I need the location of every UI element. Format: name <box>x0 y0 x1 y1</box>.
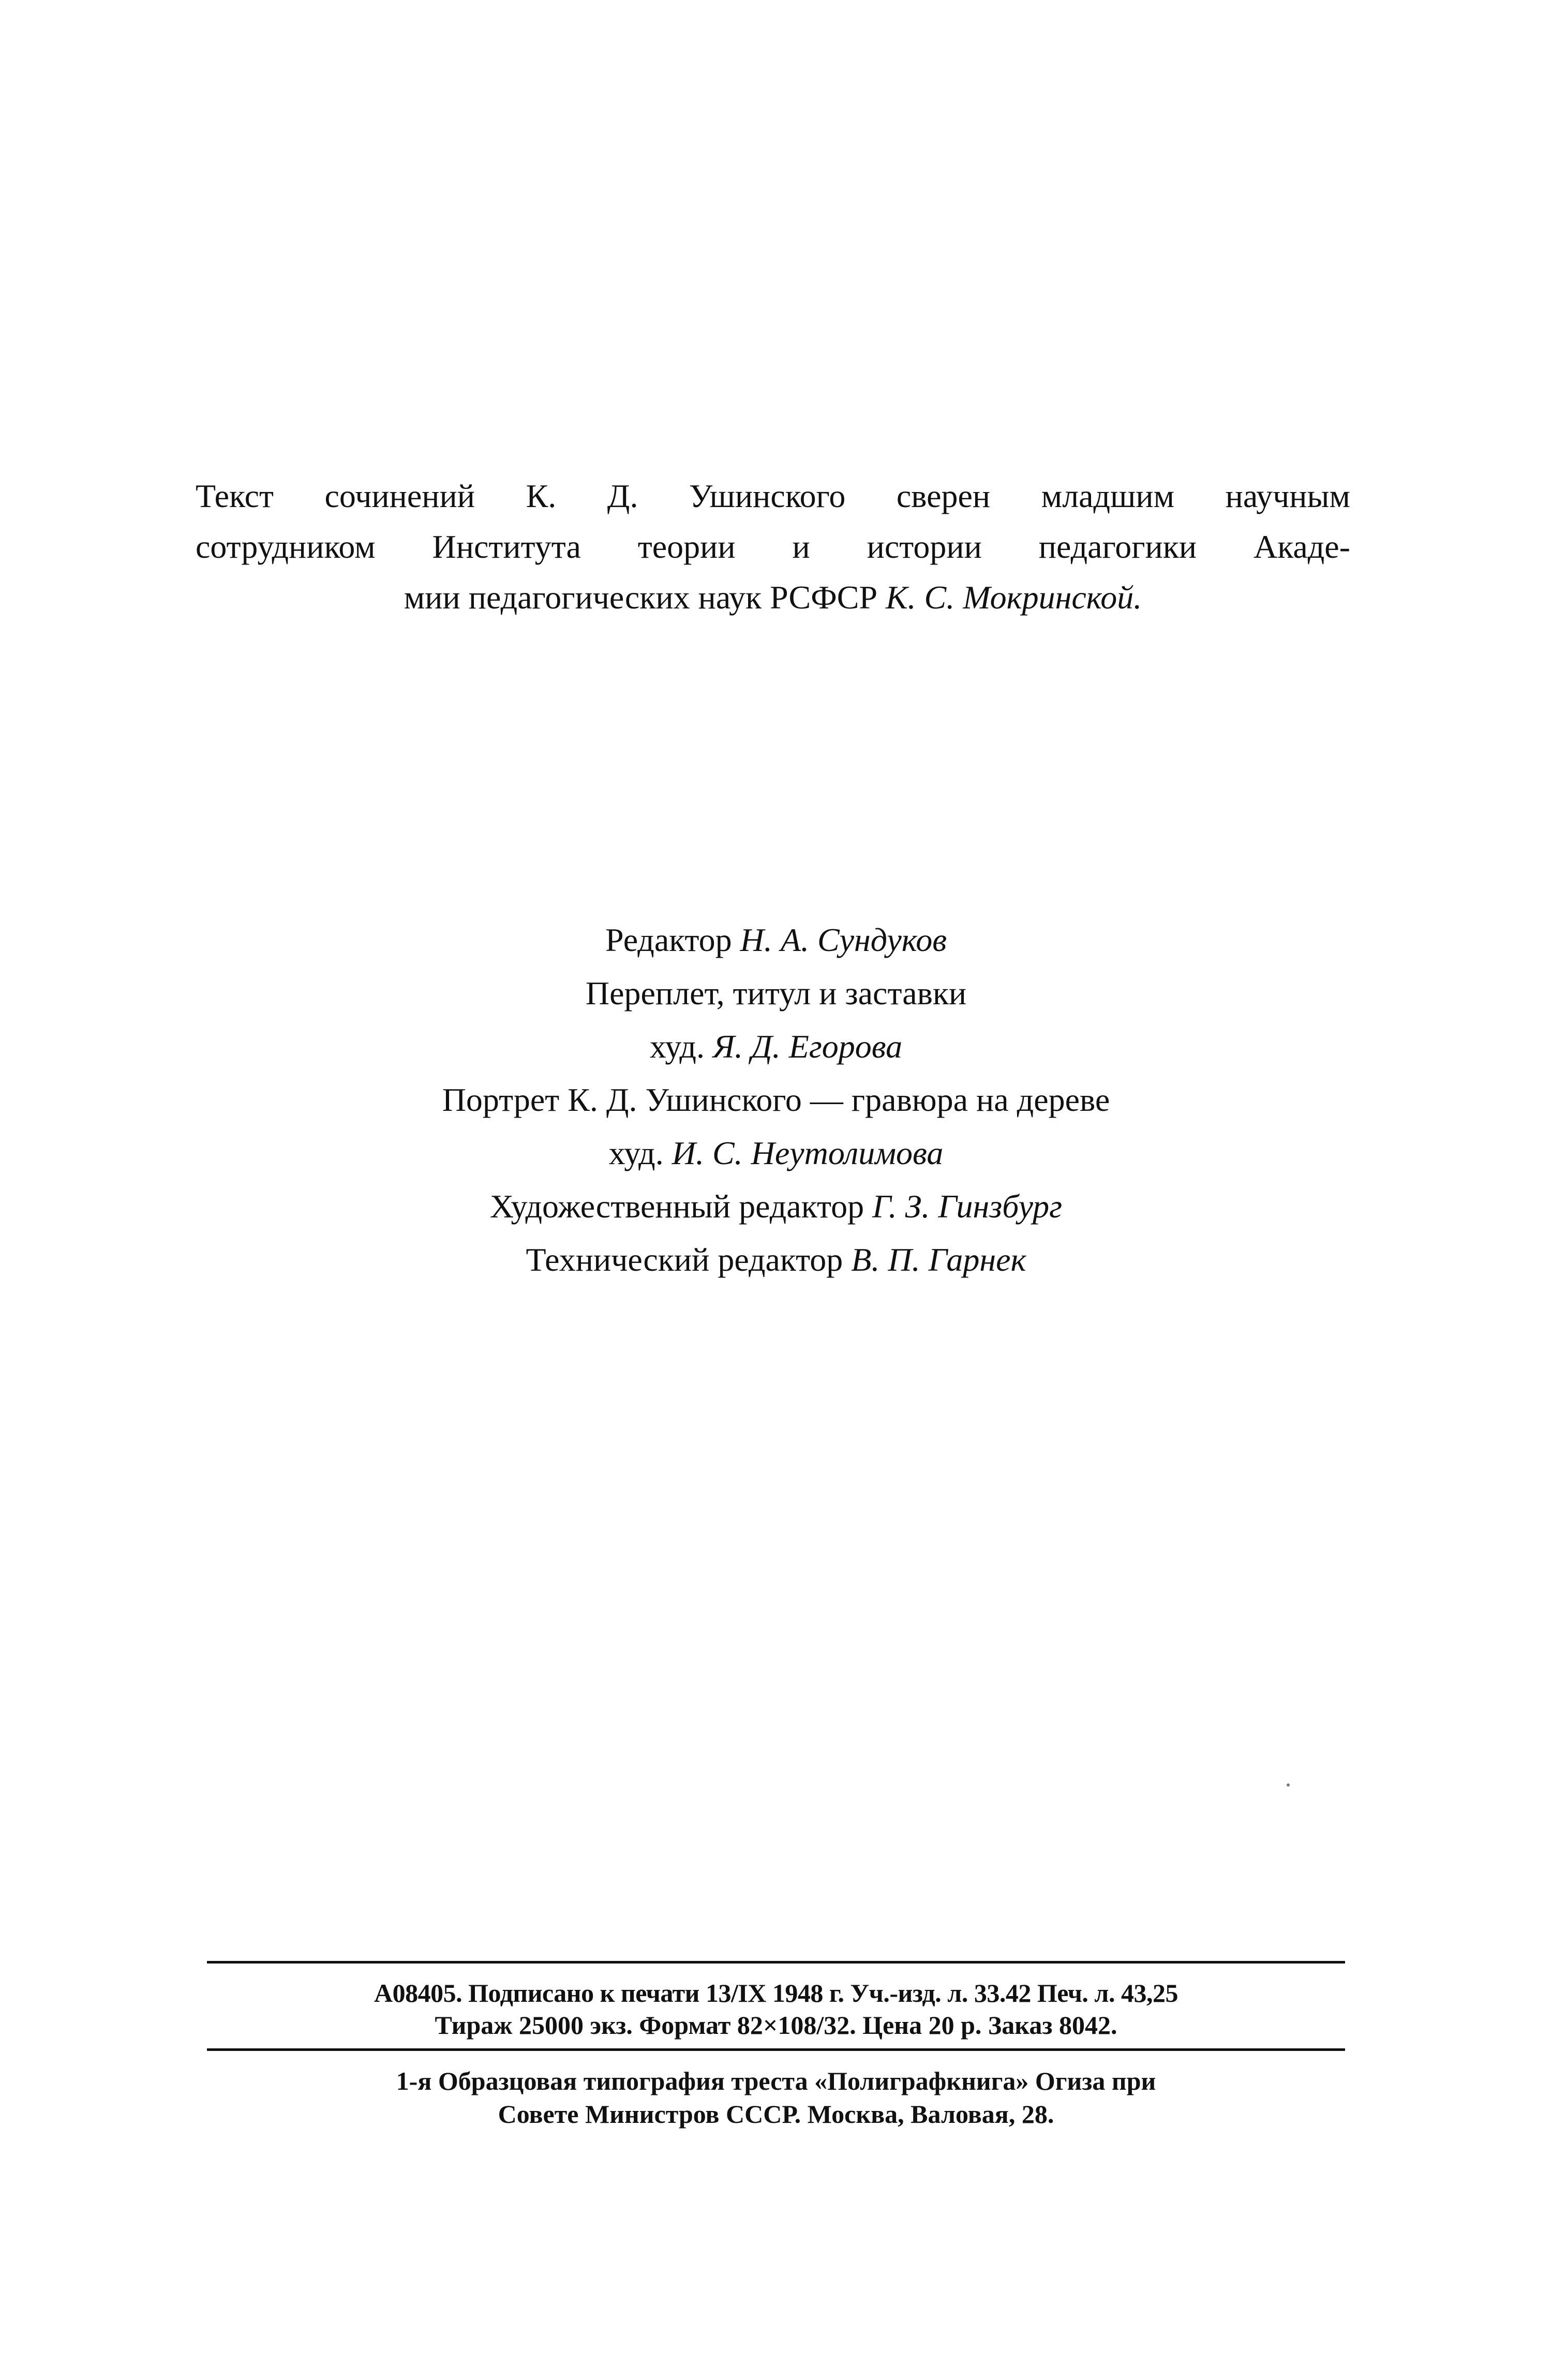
imprint-rule-middle <box>207 2048 1345 2051</box>
stray-dot <box>1287 1783 1290 1787</box>
imprint-block <box>207 1961 1345 2131</box>
credit-art-editor-name: Г. З. Гинзбург <box>872 1188 1063 1225</box>
credit-editor-label: Редактор <box>605 921 740 958</box>
credit-binding: Переплет, титул и заставки <box>585 975 967 1012</box>
note-line-1: Текст сочинений К. Д. Ушинского сверен младшим научным <box>196 478 1350 514</box>
credit-art-editor <box>0 1180 1552 1233</box>
credit-tech-editor-label: Технический редактор <box>526 1241 852 1278</box>
note-line-2: сотрудником Института теории и истории педагогики Акаде- <box>196 528 1350 565</box>
credit-artist-2-name: И. С. Неутолимова <box>671 1135 944 1171</box>
credit-artist-1-name: Я. Д. Егорова <box>712 1028 903 1065</box>
credit-tech-editor <box>0 1233 1552 1286</box>
imprint-printer-line-2: Совете Министров СССР. Москва, Валовая, 28. <box>498 2100 1054 2129</box>
imprint-publication-line-2: Тираж 25000 экз. Формат 82×108/32. Цена 20 р. Заказ 8042. <box>435 2011 1117 2040</box>
credit-art-editor-label: Художественный редактор <box>489 1188 873 1225</box>
credit-artist-2-label: худ. <box>608 1135 672 1171</box>
note-line-3-text: мии педагогических наук РСФСР <box>404 579 886 616</box>
note-line-3 <box>196 572 1350 623</box>
credit-artist-1 <box>0 1020 1552 1073</box>
imprint-publication-line-1: А08405. Подписано к печати 13/IX 1948 г. Уч.-изд. л. 33.42 Печ. л. 43,25 <box>374 1979 1178 2007</box>
credit-editor-name: Н. А. Сундуков <box>740 921 947 958</box>
credits-block <box>0 913 1552 1286</box>
credit-portrait: Портрет К. Д. Ушинского — гравюра на дереве <box>442 1081 1110 1118</box>
credit-editor <box>0 913 1552 966</box>
imprint-printer-line-1: 1-я Образцовая типография треста «Полиграфкнига» Огиза при <box>396 2066 1156 2095</box>
verification-note <box>196 471 1350 623</box>
credit-artist-1-label: худ. <box>649 1028 713 1065</box>
credit-artist-2 <box>0 1126 1552 1180</box>
credit-tech-editor-name: В. П. Гарнек <box>851 1241 1026 1278</box>
note-verifier-name: К. С. Мокринской. <box>886 579 1142 616</box>
imprint-rule-top <box>207 1961 1345 1964</box>
